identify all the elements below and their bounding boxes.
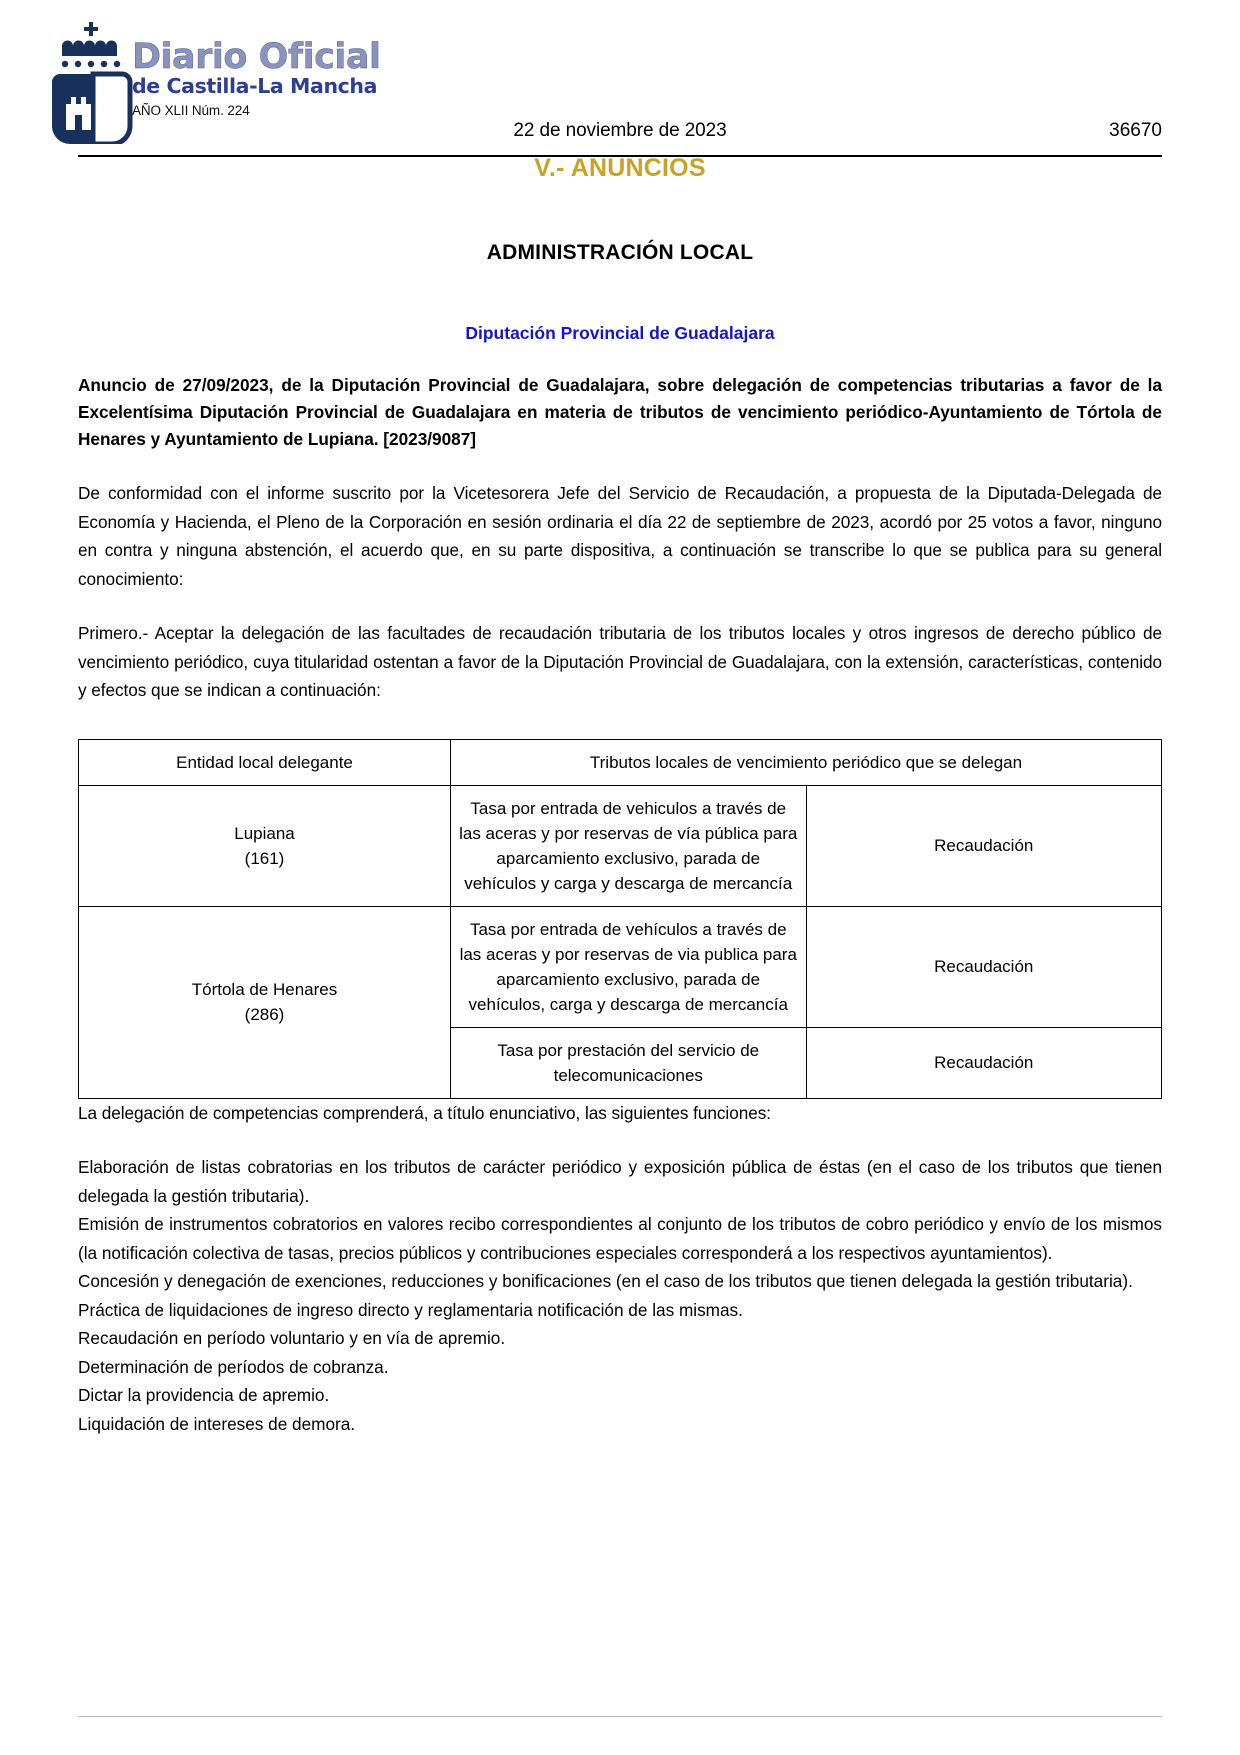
entity-cell [79, 785, 451, 906]
entity-name: Tórtola de Henares [191, 980, 338, 999]
function-cell: Recaudación [806, 906, 1162, 1027]
brand-title-main: Diario Oficial [132, 37, 381, 77]
masthead [0, 0, 1240, 140]
announcement-paragraph-2: Primero.- Aceptar la delegación de las facultades de recaudación tributaria de los tributos locales y otros ingresos de derecho público de vencimiento periódico, cuya titularidad ostentan a favor de la Diputación Provincial de Guadalajara, con la extensión, características, contenido y efectos que se indican a continuación: [78, 623, 1162, 700]
publication-date: 22 de noviembre de 2023 [513, 120, 727, 141]
list-item: Concesión y denegación de exenciones, reducciones y bonificaciones (en el caso de los tributos que tienen delegada la gestión tributaria). [78, 1271, 1133, 1291]
announcement-lead: Anuncio de 27/09/2023, de la Diputación Provincial de Guadalajara, sobre delegación de competencias tributarias a favor de la Excelentísima Diputación Provincial de Guadalajara en materia de tributos de vencimiento periódico-Ayuntamiento de Tórtola de Henares y Ayuntamiento de Lupiana. [2023/9087] [78, 375, 1162, 449]
header-entity: Entidad local delegante [79, 739, 451, 785]
tribute-cell: Tasa por prestación del servicio de telecomunicaciones [451, 1027, 807, 1098]
list-item: Recaudación en período voluntario y en vía de apremio. [78, 1328, 506, 1348]
entity-code: (161) [244, 848, 285, 868]
function-cell: Recaudación [806, 1027, 1162, 1098]
entity-code: (286) [244, 1005, 285, 1024]
tribute-cell: Tasa por entrada de vehículos a través de las aceras y por reservas de via publica para aparcamiento exclusivo, parada de vehículos, carga y descarga de mercancía [451, 906, 807, 1027]
list-item: Dictar la providencia de apremio. [78, 1385, 330, 1405]
tribute-cell: Tasa por entrada de vehiculos a través de las aceras y por reservas de vía pública para aparcamiento exclusivo, parada de vehículos y carga y descarga de mercancía [451, 785, 807, 906]
functions-intro: La delegación de competencias comprenderá, a título enunciativo, las siguientes funciones: [78, 1102, 771, 1123]
entity-cell [79, 906, 451, 1098]
issue-reference: AÑO XLII Núm. 224 [132, 103, 250, 118]
list-item: Elaboración de listas cobratorias en los tributos de carácter periódico y exposición pública de éstas (en el caso de los tributos que tienen delegada la gestión tributaria). [78, 1157, 1162, 1206]
header-tributes: Tributos locales de vencimiento periódico que se delegan [451, 739, 1162, 785]
section-title: V.- ANUNCIOS [534, 154, 706, 182]
document-body [0, 372, 1240, 1438]
brand-text [132, 18, 381, 119]
list-item: Práctica de liquidaciones de ingreso directo y reglamentaria notificación de las mismas. [78, 1299, 743, 1320]
footer-divider [78, 1716, 1162, 1717]
functions-list [78, 1153, 1162, 1438]
announcement-paragraph-1: De conformidad con el informe suscrito por la Vicetesorera Jefe del Servicio de Recaudación, a propuesta de la Diputada-Delegada de Economía y Hacienda, el Pleno de la Corporación en sesión ordinaria el día 22 de septiembre de 2023, acordó por 25 votos a favor, ninguno en contra y ninguna abstención, el acuerdo que, en su parte dispositiva, a continuación se transcribe lo que se publica para su general conocimiento: [78, 483, 1162, 589]
function-cell: Recaudación [806, 785, 1162, 906]
entity-name: Lupiana [234, 823, 295, 843]
issuer-heading: Diputación Provincial de Guadalajara [465, 323, 775, 343]
header-divider [78, 155, 1162, 157]
table-row [79, 785, 1162, 906]
list-item: Determinación de períodos de cobranza. [78, 1356, 389, 1377]
delegation-table [78, 739, 1162, 1099]
brand-title-sub: de Castilla-La Mancha [132, 74, 378, 98]
list-item: Emisión de instrumentos cobratorios en valores recibo correspondientes al conjunto de los tributos de cobro periódico y envío de los mismos (la notificación colectiva de tasas, precios públicos y contribuciones especiales corresponderá a los respectivos ayuntamientos). [78, 1214, 1162, 1263]
administration-heading: ADMINISTRACIÓN LOCAL [486, 241, 754, 264]
list-item: Liquidación de intereses de demora. [78, 1413, 356, 1434]
table-header-row [79, 739, 1162, 785]
table-row [79, 906, 1162, 1027]
page-number: 36670 [1109, 120, 1162, 141]
